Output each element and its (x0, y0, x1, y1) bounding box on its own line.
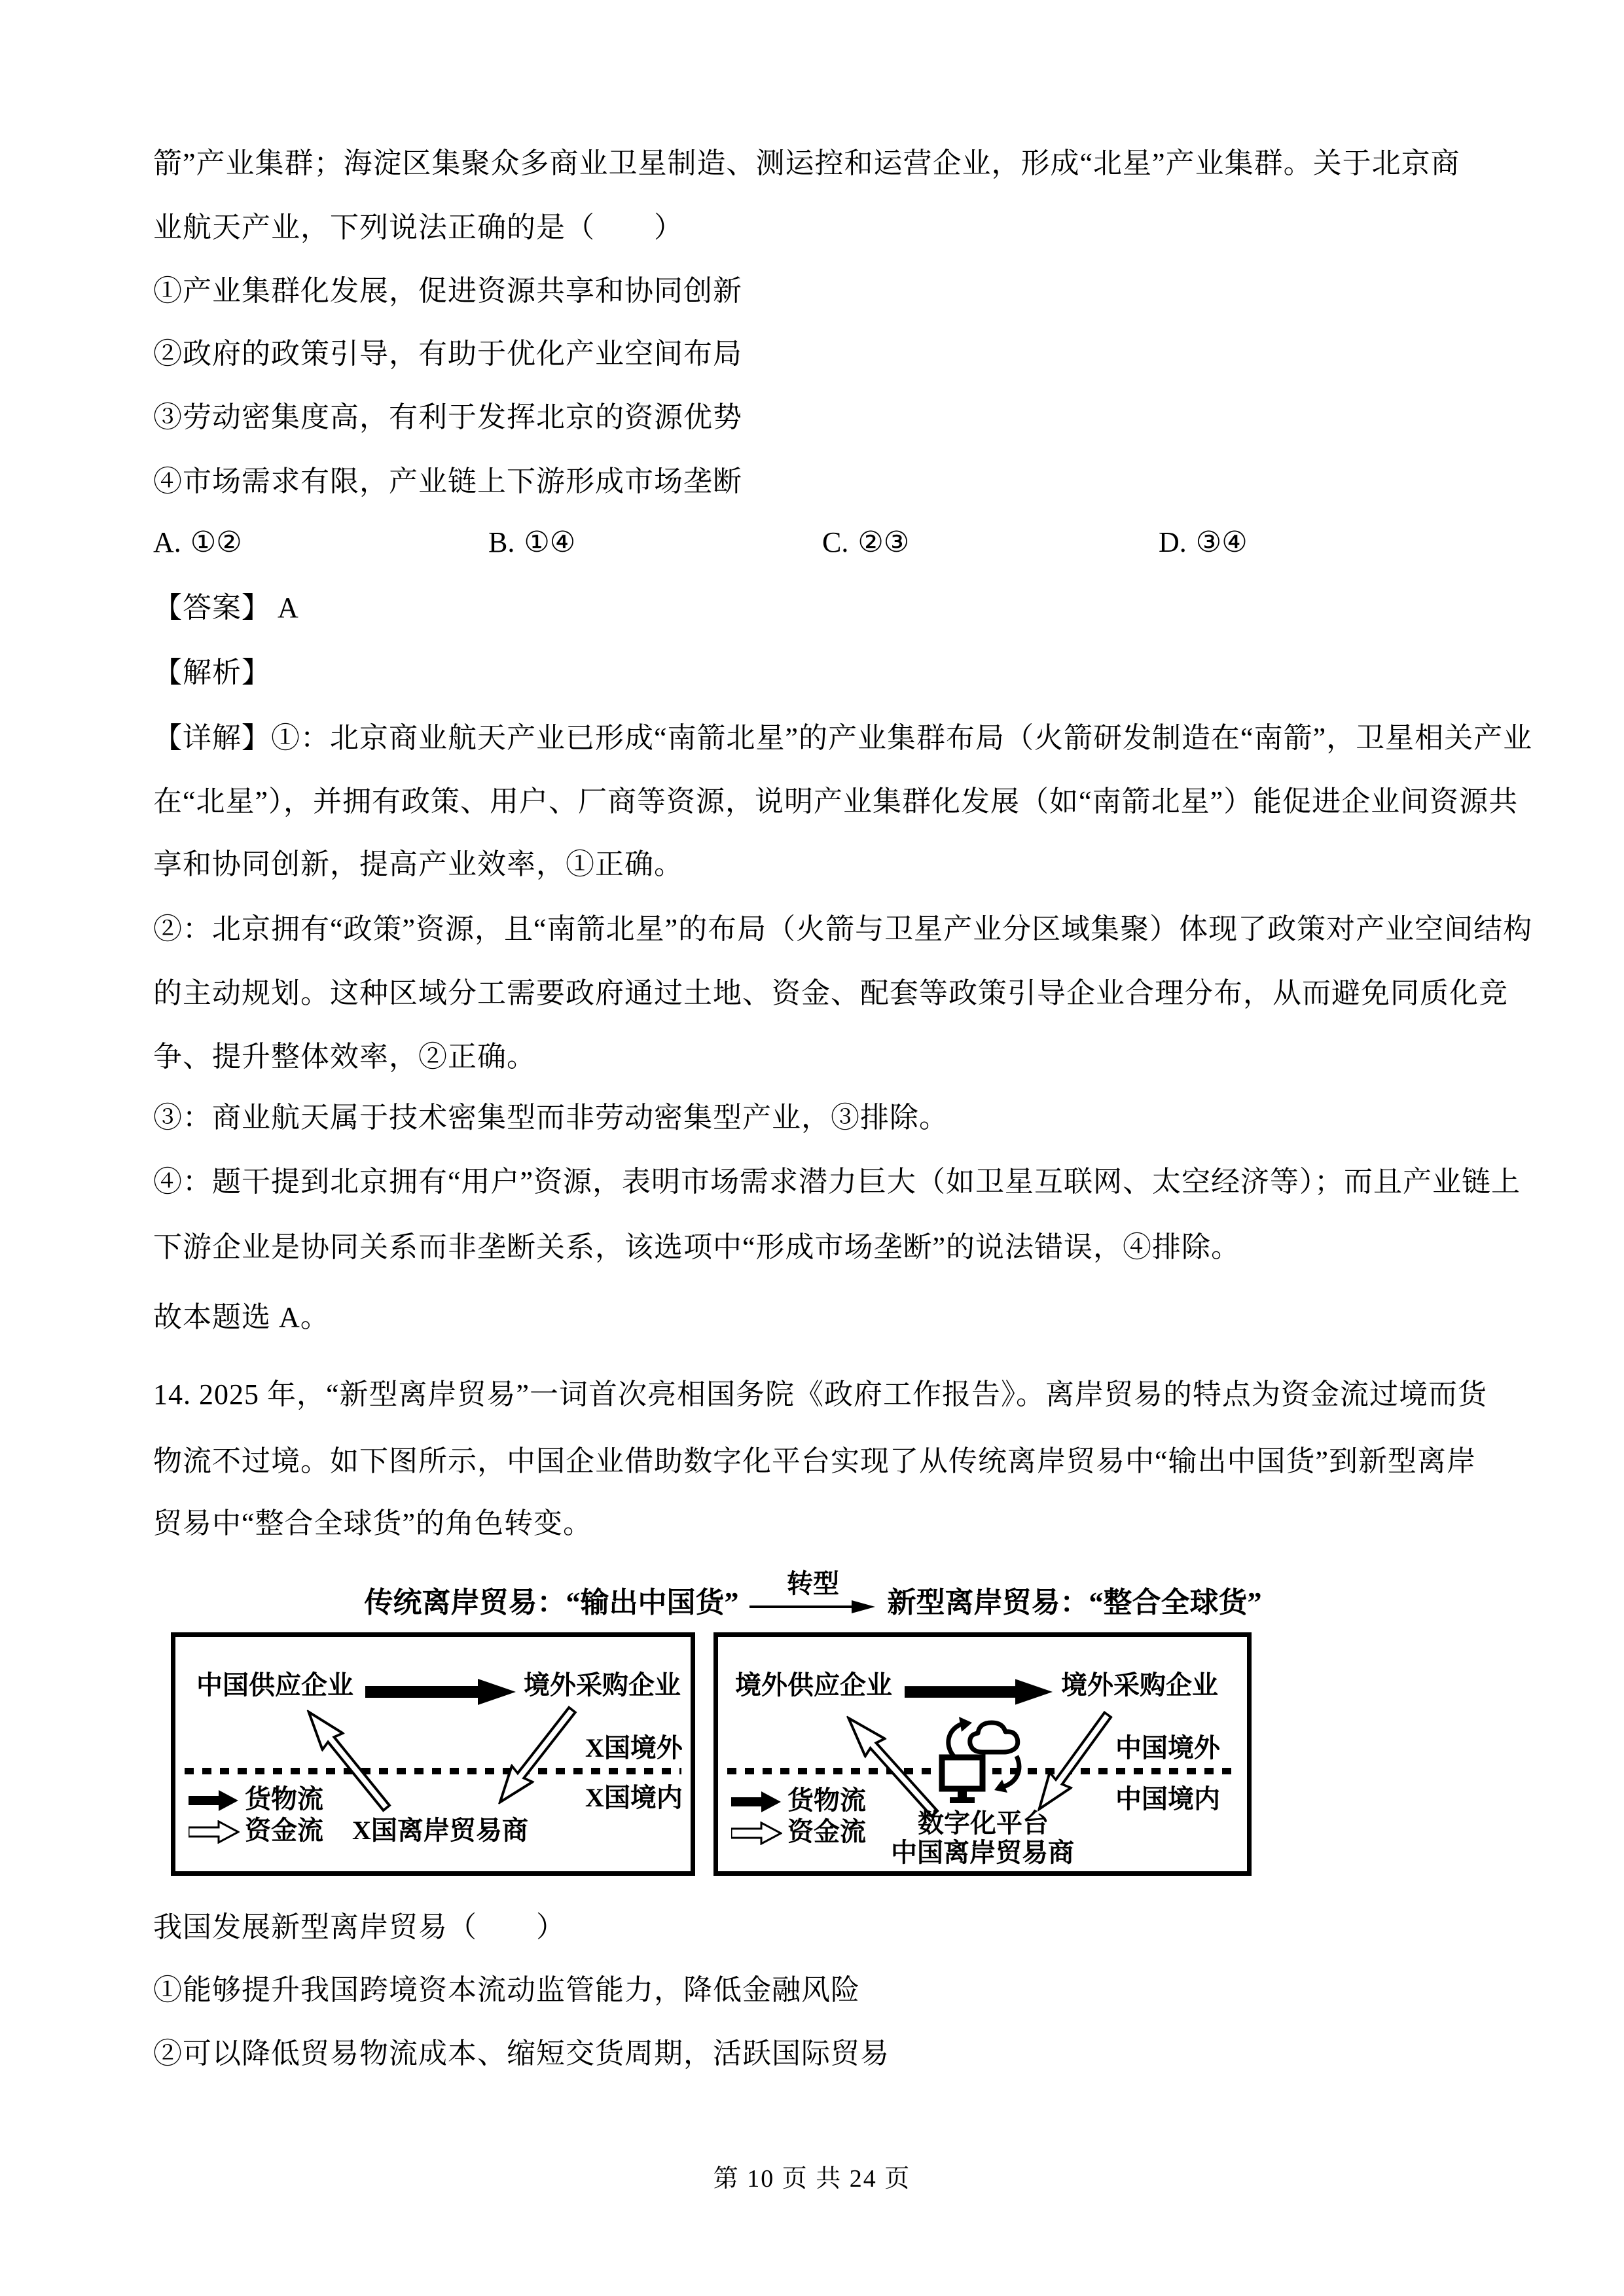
q14-option-2: ②可以降低贸易物流成本、缩短交货周期，活跃国际贸易 (153, 2037, 890, 2070)
detail-line: ③：商业航天属于技术密集型而非劳动密集型产业，③排除。 (153, 1102, 948, 1134)
goods-flow-arrow-icon (905, 1677, 1054, 1706)
region-inside-label: 中国境内 (1115, 1784, 1220, 1814)
answer-value: A (278, 592, 299, 624)
choice-d-value: ③④ (1195, 526, 1248, 558)
choice-d (1159, 526, 1248, 559)
q13-option-1: ①产业集群化发展，促进资源共享和协同创新 (153, 275, 742, 307)
detail-line: 下游企业是协同关系而非垄断关系，该选项中“形成市场垄断”的说法错误，④排除。 (153, 1231, 1241, 1263)
buyer-label: 境外采购企业 (1061, 1670, 1218, 1700)
choice-b-value: ①④ (524, 526, 576, 558)
region-inside-label: X国境内 (585, 1783, 683, 1812)
legend-goods-label: 货物流 (787, 1785, 866, 1815)
supplier-label: 境外供应企业 (735, 1670, 892, 1700)
region-outside-label: X国境外 (585, 1733, 683, 1763)
choice-a-value: ①② (190, 526, 242, 558)
detail-line: ④：题干提到北京拥有“用户”资源，表明市场需求潜力巨大（如卫星互联网、太空经济等）；而且产业链上 (153, 1166, 1521, 1198)
legend-money-arrow-icon (731, 1821, 782, 1845)
choice-a-label: A. (153, 526, 181, 558)
analysis-tag: 【解析】 (153, 656, 271, 689)
legend-money-arrow-icon (189, 1820, 240, 1844)
page-number: 第 10 页 共 24 页 (713, 2165, 911, 2193)
detail-line: 【详解】①：北京商业航天产业已形成“南箭北星”的产业集群布局（火箭研发制造在“南箭”，卫星相关产业 (153, 722, 1533, 754)
goods-flow-arrow-icon (365, 1677, 517, 1706)
digital-platform-label: 数字化平台 (918, 1808, 1049, 1838)
choice-d-label: D. (1159, 526, 1187, 558)
legend-money-label: 资金流 (787, 1817, 866, 1846)
choice-b-label: B. (488, 526, 515, 558)
legend-goods-arrow-icon (731, 1790, 782, 1814)
figure-header (153, 1570, 1473, 1621)
border-dotted-line (185, 1768, 681, 1774)
detail-line: ②：北京拥有“政策”资源，且“南箭北星”的布局（火箭与卫星产业分区域集聚）体现了政策对产业空间结构 (153, 913, 1533, 945)
legend-money-label: 资金流 (245, 1816, 323, 1845)
figure-left-panel (171, 1632, 695, 1876)
detail-line: 享和协同创新，提高产业效率，①正确。 (153, 848, 683, 880)
choice-a (153, 526, 242, 559)
figure-left-title: 传统离岸贸易：“输出中国货” (364, 1587, 739, 1619)
legend-goods-arrow-icon (189, 1789, 240, 1812)
q14-stem-line-2: 物流不过境。如下图所示，中国企业借助数字化平台实现了从传统离岸贸易中“输出中国货”到新型离岸 (153, 1445, 1477, 1477)
figure-right-panel (713, 1632, 1252, 1876)
q13-stem-line-1: 箭”产业集群；海淀区集聚众多商业卫星制造、测运控和运营企业，形成“北星”产业集群。关于北京商 (153, 147, 1460, 179)
region-outside-label: 中国境外 (1115, 1733, 1220, 1763)
choice-c (822, 526, 909, 559)
buyer-label: 境外采购企业 (524, 1670, 681, 1700)
q14-option-1: ①能够提升我国跨境资本流动监管能力，降低金融风险 (153, 1974, 860, 2006)
q13-option-2: ②政府的政策引导，有助于优化产业空间布局 (153, 338, 742, 370)
q13-stem-line-2: 业航天产业，下列说法正确的是（ ） (153, 211, 683, 243)
q13-option-3: ③劳动密集度高，有利于发挥北京的资源优势 (153, 401, 742, 433)
q14-stem-line-3: 贸易中“整合全球货”的角色转变。 (153, 1507, 593, 1539)
supplier-label: 中国供应企业 (196, 1670, 353, 1700)
offshore-trader-label: X国离岸贸易商 (352, 1816, 528, 1845)
q14-stem-line-1: 14. 2025 年，“新型离岸贸易”一词首次亮相国务院《政府工作报告》。离岸贸易的特点为资金流过境而货 (153, 1378, 1488, 1410)
choice-b (488, 526, 575, 559)
answer-tag: 【答案】 (153, 592, 271, 624)
answer-line (153, 590, 299, 626)
transform-arrow-block (749, 1570, 877, 1615)
detail-conclusion: 故本题选 A。 (153, 1301, 330, 1333)
choice-c-value: ②③ (857, 526, 910, 558)
figure-right-title: 新型离岸贸易：“整合全球货” (887, 1587, 1262, 1619)
q14-question-line: 我国发展新型离岸贸易（ ） (153, 1911, 566, 1943)
money-flow-down-arrow-icon (1026, 1704, 1121, 1820)
legend-goods-label: 货物流 (245, 1784, 323, 1814)
choice-c-label: C. (822, 526, 849, 558)
digital-platform-cloud-sync-monitor-icon (934, 1714, 1032, 1812)
offshore-trader-label: 中国离岸贸易商 (891, 1838, 1074, 1867)
transform-arrow-label: 转型 (787, 1569, 839, 1598)
detail-line: 争、提升整体效率，②正确。 (153, 1041, 536, 1073)
money-flow-down-arrow-icon (487, 1699, 585, 1813)
detail-line: 的主动规划。这种区域分工需要政府通过土地、资金、配套等政策引导企业合理分布，从而避免同质化竞 (153, 977, 1508, 1009)
q13-option-4: ④市场需求有限，产业链上下游形成市场垄断 (153, 465, 742, 497)
right-arrow-icon (749, 1598, 877, 1615)
detail-line: 在“北星”），并拥有政策、用户、厂商等资源，说明产业集群化发展（如“南箭北星”）能促进企业间资源共 (153, 785, 1519, 817)
